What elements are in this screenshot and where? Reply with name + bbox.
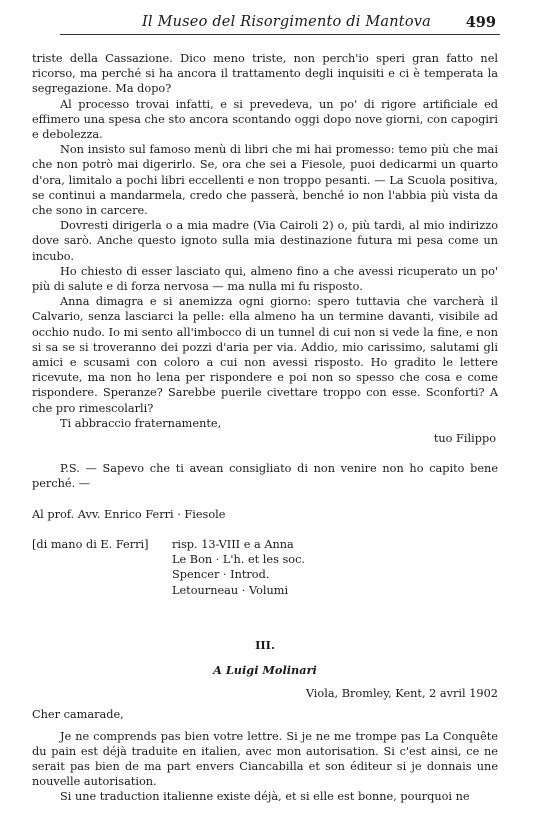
section-number: III. (255, 637, 275, 652)
paragraph: Si une traduction italienne existe déjà, et si elle est bonne, pourquoi ne (60, 790, 470, 804)
annotation-line: risp. 13-VIII e a Anna (172, 537, 294, 551)
place-date: Viola, Bromley, Kent, 2 avril 1902 (305, 687, 498, 701)
spacer (32, 598, 498, 638)
paragraph: Je ne comprends pas bien votre lettre. Si je ne me trompe pas La Conquête du pain est déjà traduite en italien, avec mon autorisation. Si c'est ainsi, ce ne serait pas bien de ma part envers Ciancabilla et son éditeur si je donnais une nouvelle autorisation. (32, 729, 498, 789)
paragraph: Anna dimagra e si anemizza ogni giorno: spero tuttavia che varcherà il Calvario, senza lasciarci la pelle: ella almeno ha un termine davanti, visibile ad occhio nudo. Io mi sento all'imbocco di un tunnel di cui non si vede la fine, e non si sa se si troveranno dei pozzi d'aria per via. Addio, mio carissimo, salutami gli amici e scusami con coloro a cui non avessi risposto. Ho gradito le lettere ricevute, ma non ho lena per rispondere e poi non so spesso che cosa e come rispondere. Speranze? Sarebbe puerile civettare troppo con esse. Sconforti? A che pro rimescolarli? (32, 295, 498, 415)
annotation-block (32, 537, 498, 598)
paragraph: Ho chiesto di esser lasciato qui, almeno fino a che avessi ricuperato un po' più di salute e di forza nervosa — ma nulla mi fu risposto. (32, 264, 498, 294)
address-line: Al prof. Avv. Enrico Ferri · Fiesole (32, 507, 226, 521)
signature: tuo Filippo (433, 432, 496, 446)
paragraph: Al processo trovai infatti, e si prevedeva, un po' di rigore artificiale ed effimero una spesa che sto ancora scontando oggi dopo nove giorni, con capogiri e debolezza. (32, 97, 498, 142)
letter-text (32, 51, 498, 805)
spacer (32, 678, 498, 686)
annotation-row (32, 537, 498, 552)
running-title: Il Museo del Risorgimento di Mantova (142, 14, 431, 30)
letter-recipient: A Luigi Molinari (213, 662, 317, 677)
annotation-row (32, 567, 498, 582)
annotation-row (32, 552, 498, 567)
annotation-line: Le Bon · L'h. et les soc. (172, 553, 306, 567)
spacer (32, 522, 498, 537)
annotation-line: Letourneau · Volumi (172, 583, 289, 597)
spacer (32, 446, 498, 461)
salutation: Cher camarade, (32, 708, 124, 722)
running-header (60, 12, 500, 35)
page-number: 499 (465, 14, 496, 31)
spacer (32, 492, 498, 507)
spacer (32, 653, 498, 663)
annotation-line: Spencer · Introd. (172, 568, 270, 582)
paragraph: triste della Cassazione. Dico meno triste, non perch'io speri gran fatto nel ricorso, ma perché si ha ancora il trattamento degli inquisiti e ci è temperata la segregazione. Ma dopo? (32, 52, 498, 96)
closing-line: Ti abbraccio fraternamente, (60, 416, 222, 430)
paragraph: Dovresti dirigerla o a mia madre (Via Cairoli 2) o, più tardi, al mio indirizzo dove sarò. Anche questo ignoto sulla mia destinazione futura mi pesa come un incubo. (32, 219, 498, 263)
paragraph: Non insisto sul famoso menù di libri che mi hai promesso: temo più che mai che non potrò mai digerirlo. Se, ora che sei a Fiesole, puoi dedicarmi un quarto d'ora, limitalo a pochi libri eccellenti e non troppo pesanti. — La Scuola positiva, se continui a mandarmela, credo che passerà, benché io non l'abbia più vista da che sono in carcere. (32, 143, 498, 218)
postscript: P.S. — Sapevo che ti avean consigliato di non venire non ho capito bene perché. — (32, 462, 498, 491)
annotation-lead: [di mano di E. Ferri] (32, 537, 149, 551)
annotation-row (32, 583, 498, 598)
